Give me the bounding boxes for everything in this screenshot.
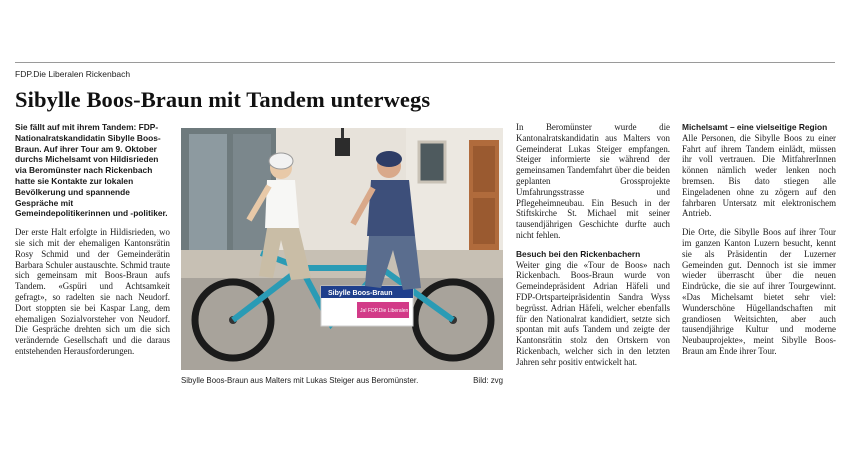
photo-caption-row <box>181 376 503 385</box>
section-kicker: FDP.Die Liberalen Rickenbach <box>15 69 131 79</box>
article-photo <box>181 128 503 370</box>
column-3 <box>682 122 836 357</box>
column-1-paragraph: Der erste Halt erfolgte in Hildisrieden, wo sie sich mit der ehemaligen Kantonsrätin Rosy Schmid und der Gemeinderätin Barbara Schuler austauschte. Schmid traute sich gemeinsam mit Boos-Braun aufs Tandem. «Gspüri und Achtsamkeit gefragt», so radelten sie nach Neudorf. Dort stoppten sie bei Kaspar Lang, dem ehemaligen Sozialvorsteher von Neudorf. Die Gespräche drehten sich um die sich verändernde Gesellschaft und die daraus entstehenden Herausforderungen. <box>15 227 170 356</box>
column-2 <box>516 122 670 368</box>
article-headline: Sibylle Boos-Braun mit Tandem unterwegs <box>15 87 431 112</box>
column-3-subhead: Michelsamt – eine vielseitige Region <box>682 122 828 132</box>
sign-line-2: Ja! FDP.Die Liberalen <box>360 308 409 314</box>
photo-caption: Sibylle Boos-Braun aus Malters mit Lukas Steiger aus Beromünster. <box>181 376 419 385</box>
article-lead: Sie fällt auf mit ihrem Tandem: FDP-Nationalratskandidatin Sibylle Boos-Braun. Auf ihrer Tour am 9. Oktober durchs Michelsamt von Hildisrieden via Beromünster nach Rickenbach hatte sie Kontakte zur lokalen Bevölkerung und spannende Gespräche mit Gemeindepolitikerinnen und -politiker. <box>15 122 168 219</box>
photo-credit: Bild: zvg <box>473 376 503 385</box>
sign-line-1: Sibylle Boos-Braun <box>328 290 393 297</box>
column-3-paragraph-1: Alle Personen, die Sibylle Boos zu einer Fahrt auf ihrem Tandem einlädt, müssen ihr voll vertrauen. Die MitfahrerInnen können nämlich weder lenken noch bremsen. Bis dato stiegen alle Eingeladenen ohne zu zögern auf den fahrbaren Untersatz mit elektronischem Antrieb. <box>682 132 836 219</box>
column-2-paragraph-1: In Beromünster wurde die Kantonalratskandidatin aus Malters von Gemeinderat Lukas Steiger empfangen. Steiger informierte sie während der gemeinsamen Tandemfahrt über die beiden geplanten Grossprojekte Umfahrungsstrasse und Pflegeheimneubau. Ein Besuch in der Stiftskirche St. Michael mit seiner tausendjährigen Geschichte durfte auch nicht fehlen. <box>516 122 670 240</box>
column-2-subhead: Besuch bei den Rickenbachern <box>516 248 641 259</box>
column-2-paragraph-2: Weiter ging die «Tour de Boos» nach Rickenbach. Boos-Braun wurde von Gemeindepräsident Adrian Häfeli und FDP-Ortsparteipräsidentin Sandra Wyss begrüsst. Adrian Häfeli, welcher ebenfalls für den Nationalrat kandidiert, setzte sich spontan mit aufs Tandem und zeigte der Kantonsrätin stolz den Ortskern von Rickenbach, welcher sich in den letzten Jahren sehr positiv entwickelt hat. <box>516 259 670 367</box>
top-rule <box>15 62 835 63</box>
column-1 <box>15 122 170 357</box>
column-3-paragraph-2: Die Orte, die Sibylle Boos auf ihrer Tour im ganzen Kanton Luzern besucht, kennt sie als Präsidentin der Luzerner Gemeinden gut. Dennoch ist sie immer wieder überrascht über die neuen Eindrücke, die sie auf ihrer Tourgewinnt. «Das Michelsamt bietet sehr viel: Wunderschöne Hügellandschaften mit grandiosen Weitsichten, aber auch tausendjährige Kultur und moderne Neubauprojekte», meint Sibylle Boos-Braun am Ende ihrer Tour. <box>682 227 836 356</box>
